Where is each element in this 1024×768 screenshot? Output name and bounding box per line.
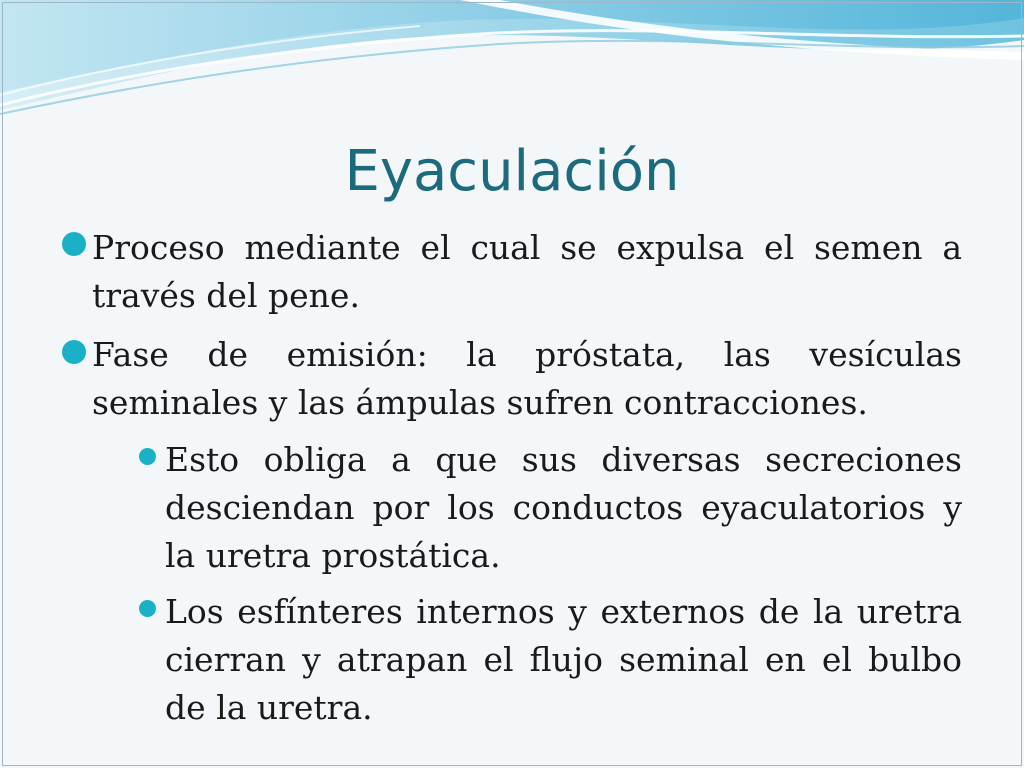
- bullet-dot-icon: [62, 340, 86, 364]
- sub-bullet-item-2: [165, 588, 962, 732]
- bullet-dot-icon: [62, 232, 86, 256]
- bullet-item-2: [92, 331, 962, 427]
- header-wave-decoration: [0, 0, 1024, 120]
- slide-title: Eyaculación: [344, 139, 680, 204]
- sub-bullet-dot-icon: [139, 600, 156, 617]
- bullet-text: Proceso mediante el cual se expulsa el semen a través del pene.: [92, 228, 962, 315]
- bullet-item-1: [92, 224, 962, 320]
- sub-bullet-item-1: [165, 436, 962, 580]
- bullet-text: Los esfínteres internos y externos de la uretra cierran y atrapan el flujo seminal en el bulbo de la uretra.: [165, 592, 962, 727]
- bullet-text: Fase de emisión: la próstata, las vesículas seminales y las ámpulas sufren contracciones.: [92, 335, 962, 422]
- bullet-text: Esto obliga a que sus diversas secreciones desciendan por los conductos eyaculatorios y la uretra prostática.: [165, 440, 962, 575]
- sub-bullet-dot-icon: [139, 448, 156, 465]
